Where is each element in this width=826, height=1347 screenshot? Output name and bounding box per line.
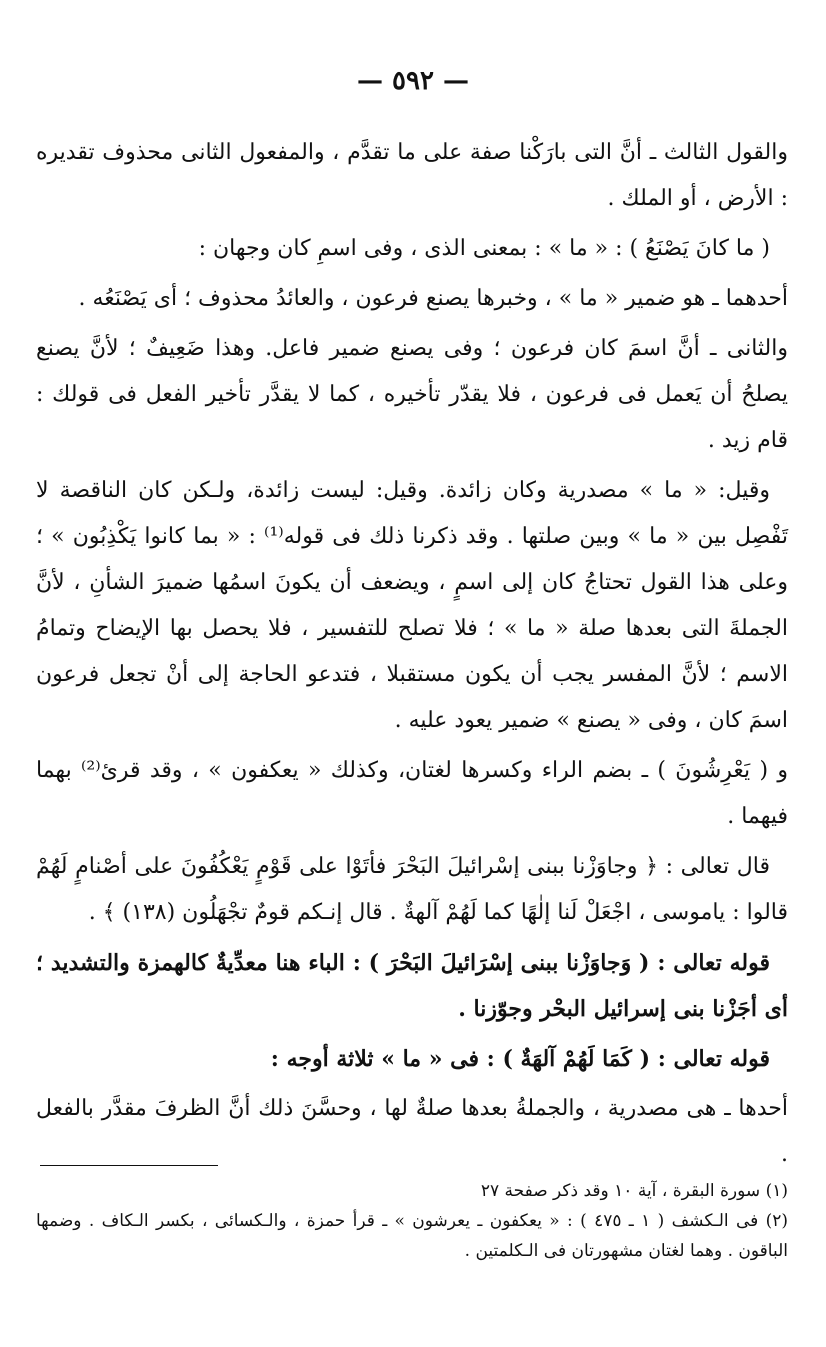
paragraph-yarishun: و ( يَعْرِشُونَ ) ـ بضم الراء وكسرها لغتان، وكذلك « يعكفون » ، وقد قرئ⁽²⁾ بهما فيهما .: [36, 758, 788, 829]
paragraph-masdariyya-first: أحدها ـ هى مصدرية ، والجملةُ بعدها صلةٌ لها ، وحسَّنَ ذلك أنَّ الظرفَ مقدَّر بالفعل .: [36, 1096, 788, 1167]
footnotes: [36, 1176, 788, 1266]
paragraph-quran-verse: قال تعالى : ﴿ وجاوَزْنا ببنى إسْرائيلَ البَحْرَ فأتَوْا على قَوْمٍ يَعْكُفُونَ على أصْنامٍ لَهُمْ قالوا : ياموسى ، اجْعَلْ لَنا إلٰهًا كما لَهُمْ آلهةٌ . قال إنـكم قومٌ تجْهَلُون (١٣٨) ﴾ .: [36, 854, 788, 925]
paragraph-masdariyya: وقيل: « ما » مصدرية وكان زائدة. وقيل: ليست زائدة، ولـكن كان الناقصة لا تَفْصِل بين « ما » وبين صلتها . وقد ذكرنا ذلك فى قوله⁽¹⁾ : « بما كانوا يَكْذِبُون » ؛ وعلى هذا القول تحتاجُ كان إلى اسمٍ ، ويضعف أن يكونَ اسمُها ضميرَ الشأنِ ، لأنَّ الجملةَ التى بعدها صلة « ما » ؛ فلا تصلح للتفسير ، فلا يحصل بها الإيضاح وتمامُ الاسم ؛ لأنَّ المفسر يجب أن يكون مستقبلا ، فتدعو الحاجة إلى أنْ تجعل فرعون اسمَ كان ، وفى « يصنع » ضمير يعود عليه .: [36, 478, 789, 733]
paragraph-second-aspect: والثانى ـ أنَّ اسمَ كان فرعون ؛ وفى يصنع ضمير فاعل. وهذا ضَعِيفٌ ؛ لأنَّ يصنع يصلحُ أن يَعمل فى فرعون ، فلا يقدّر تأخيره ، كما لا يقدَّر تأخير الفعل فى قولك : قام زيد .: [36, 336, 788, 453]
footnote-2: (٢) فى الـكشف ( ١ ـ ٤٧٥ ) : « يعكفون ـ يعرشون » ـ قرأ حمزة ، والـكسائى ، بكسر الـكاف . وضمها الباقون . وهما لغتان مشهورتان فى الـكلمتين .: [36, 1211, 788, 1261]
paragraph-kama-lahum: قوله تعالى : ( كَمَا لَهُمْ آلهَةٌ ) : فى « ما » ثلاثة أوجه :: [270, 1046, 770, 1072]
paragraph-first-aspect: أحدهما ـ هو ضمير « ما » ، وخبرها يصنع فرعون ، والعائدُ محذوف ؛ أى يَصْنَعُه .: [78, 286, 788, 311]
footnote-1: (١) سورة البقرة ، آية ١٠ وقد ذكر صفحة ٢٧: [480, 1181, 788, 1201]
footnote-divider: [40, 1165, 218, 1166]
paragraph-third-opinion: والقول الثالث ـ أنَّ التى بارَكْنا صفة على ما تقدَّم ، والمفعول الثانى محذوف تقديره : الأرض ، أو الملك .: [36, 140, 788, 211]
paragraph-ma-kana-yasnau: ( ما كانَ يَصْنَعُ ) : « ما » : بمعنى الذى ، وفى اسمِ كان وجهان :: [198, 236, 770, 261]
main-text: [36, 130, 788, 1182]
paragraph-jawazna: قوله تعالى : ( وَجاوَزْنا ببنى إسْرَائيلَ البَحْرَ ) : الباء هنا معدِّيةٌ كالهمزة والتشديد ؛ أى أجَزْنا بنى إسرائيل البحْر وجوّزنا .: [36, 950, 788, 1022]
page-number: — ٥٩٢ —: [356, 66, 470, 96]
